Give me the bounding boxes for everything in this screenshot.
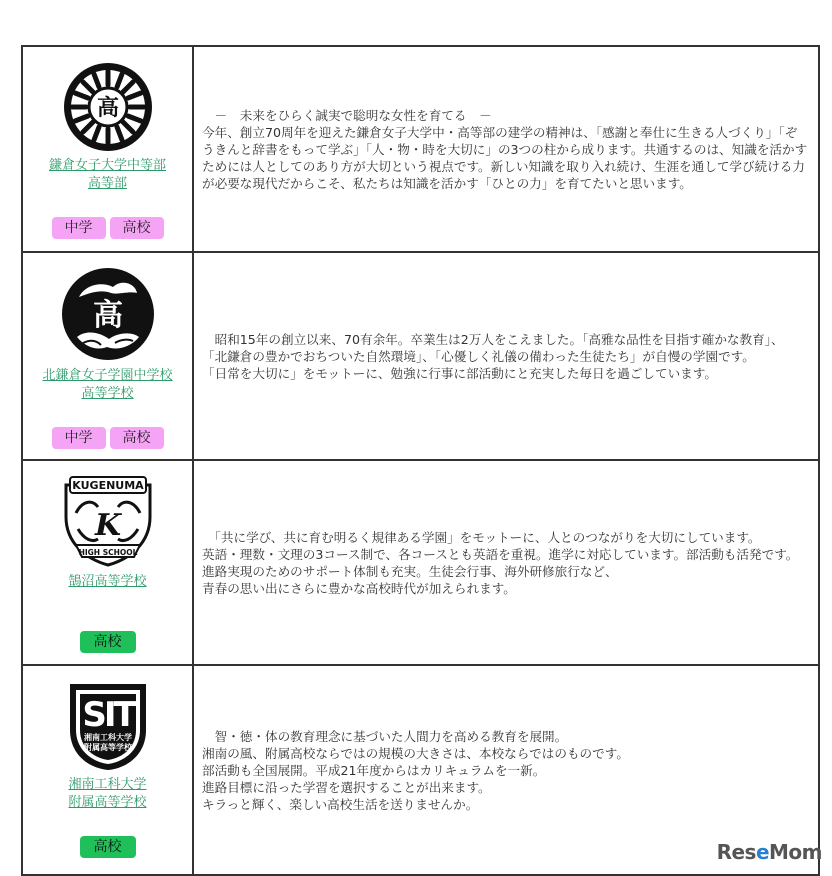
junior-high-badge: 中学 [52, 427, 106, 449]
school-name-link[interactable]: 湘南工科大学 附属高等学校 [68, 777, 147, 810]
school-info-cell [23, 666, 194, 874]
svg-text:SIT: SIT [81, 695, 134, 735]
school-level-badges [23, 427, 192, 449]
table-row [23, 666, 820, 876]
school-logo-icon [66, 680, 150, 772]
school-name-link[interactable]: 鵠沼高等学校 [68, 574, 147, 589]
school-level-badges [23, 836, 192, 858]
svg-text:HIGH SCHOOL: HIGH SCHOOL [78, 548, 137, 557]
junior-high-badge: 中学 [52, 217, 106, 239]
high-school-badge: 高校 [110, 217, 164, 239]
school-table [21, 45, 820, 876]
school-level-badges [23, 217, 192, 239]
school-name-link[interactable]: 鎌倉女子大学中等部 高等部 [48, 158, 166, 191]
school-description: 「共に学び、共に育む明るく規律ある学園」をモットーに、人とのつながりを大切にしています。 英語・理数・文理の3コース制で、各コースとも英語を重視。進学に対応しています。部活動も活発です。 進路実現のためのサポート体制も充実。生徒会行事、海外研修旅行など、 青春の思い出にさらに豊かな高校時代が加えられます。 [202, 529, 799, 596]
svg-text:湘南工科大学: 湘南工科大学 [83, 733, 132, 742]
resemom-watermark-logo: ReseMom [716, 840, 822, 864]
school-description: 智・徳・体の教育理念に基づいた人間力を高める教育を展開。 湘南の風、附属高校ならではの規模の大きさは、本校ならではのものです。 部活動も全国展開。平成21年度からはカリキュラムを一新。 進路目標に沿った学習を選択することが出来ます。 キラっと輝く、楽しい高校生活を送りませんか。 [202, 728, 629, 812]
high-school-badge: 高校 [80, 836, 136, 858]
school-description: 昭和15年の創立以来、70有余年。卒業生は2万人をこえました。「高雅な品性を目指す確かな教育」、 「北鎌倉の豊かでおちついた自然環境」、「心優しく礼儀の備わった生徒たち」が自慢の学園です。 「日常を大切に」をモットーに、勉強に行事に部活動にと充実した毎日を過ごしています。 [202, 331, 784, 381]
school-info-cell [23, 461, 194, 664]
svg-text:高: 高 [92, 298, 123, 333]
school-description-cell [194, 47, 820, 251]
school-name-link[interactable]: 北鎌倉女子学園中学校 高等学校 [42, 368, 173, 401]
school-description: － 未来をひらく誠実で聡明な女性を育てる － 今年、創立70周年を迎えた鎌倉女子大学中・高等部の建学の精神は、「感謝と奉仕に生きる人づくり」「ぞうきんと辞書をもって学ぶ」「人・物・時を大切に」の3つの柱から成ります。共通するのは、知識を活かすためには人としてのあり方が大切という視点です。新しい知識を取り入れ続け、生涯を通して学び続ける力が必要な現代だからこそ、私たちは知識を活かす「ひとの力」を育てたいと思います。 [202, 107, 808, 191]
svg-text:高: 高 [96, 96, 119, 121]
high-school-badge: 高校 [110, 427, 164, 449]
school-info-cell [23, 47, 194, 251]
school-level-badges [23, 631, 192, 653]
school-description-cell [194, 461, 820, 664]
school-description-cell [194, 253, 820, 459]
school-crest-icon [62, 61, 154, 153]
svg-text:KUGENUMA: KUGENUMA [71, 479, 144, 492]
svg-text:附属高等学校: 附属高等学校 [83, 743, 132, 752]
table-row [23, 47, 820, 253]
school-info-cell [23, 253, 194, 459]
table-row [23, 253, 820, 461]
school-crest-icon [61, 267, 155, 361]
table-row [23, 461, 820, 666]
high-school-badge: 高校 [80, 631, 136, 653]
svg-text:K: K [94, 508, 121, 543]
school-shield-icon [62, 473, 154, 567]
